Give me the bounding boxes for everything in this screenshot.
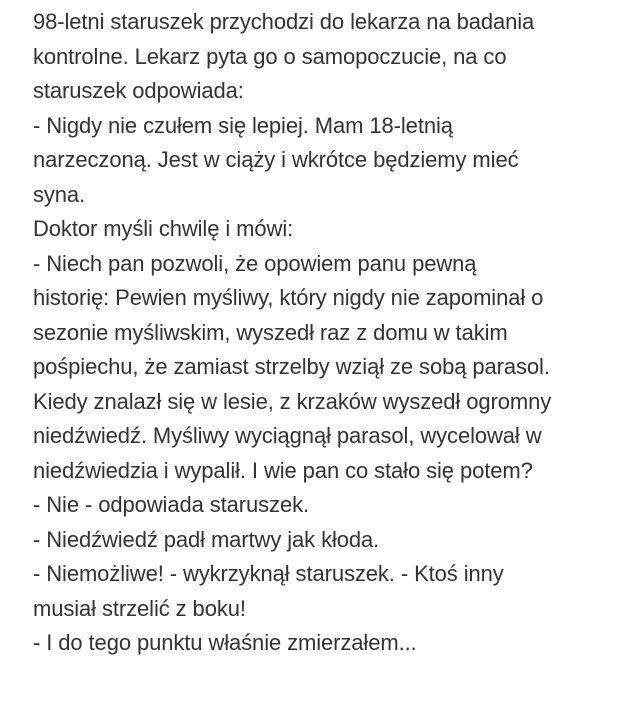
text-line: kontrolne. Lekarz pyta go o samopoczucie, na co xyxy=(33,43,507,69)
text-line: historię: Pewien myśliwy, który nigdy nie zapominał o xyxy=(33,285,544,310)
text-line: Kiedy znalazł się w lesie, z krzaków wyszedł ogromny xyxy=(33,388,552,414)
text-line: sezonie myśliwskim, wyszedł raz z domu w takim xyxy=(33,319,508,345)
text-line: niedźwiedź. Myśliwy wyciągnął parasol, wycelował w xyxy=(33,423,542,448)
text-line: Doktor myśli chwilę i mówi: xyxy=(33,216,294,241)
text-line: - Niemożliwe! - wykrzyknął staruszek. - Ktoś inny xyxy=(33,561,504,586)
text-line: niedźwiedzia i wypalił. I wie pan co stało się potem? xyxy=(33,457,533,483)
text-line: syna. xyxy=(33,181,86,207)
joke-text-block xyxy=(33,5,622,661)
text-line: narzeczoną. Jest w ciąży i wkrótce będziemy mieć xyxy=(33,147,519,172)
text-line: - Niech pan pozwoli, że opowiem panu pewną xyxy=(33,250,477,276)
text-line: musiał strzelić z boku! xyxy=(33,595,246,621)
text-line: - I do tego punktu właśnie zmierzałem... xyxy=(33,630,417,655)
text-line: - Nie - odpowiada staruszek. xyxy=(33,492,309,517)
text-line: staruszek odpowiada: xyxy=(33,78,244,103)
text-line: - Nigdy nie czułem się lepiej. Mam 18-letnią xyxy=(33,112,453,138)
text-line: - Niedźwiedź padł martwy jak kłoda. xyxy=(33,526,380,552)
text-line: 98-letni staruszek przychodzi do lekarza na badania xyxy=(33,9,535,34)
text-line: pośpiechu, że zamiast strzelby wziął ze sobą parasol. xyxy=(33,354,550,379)
